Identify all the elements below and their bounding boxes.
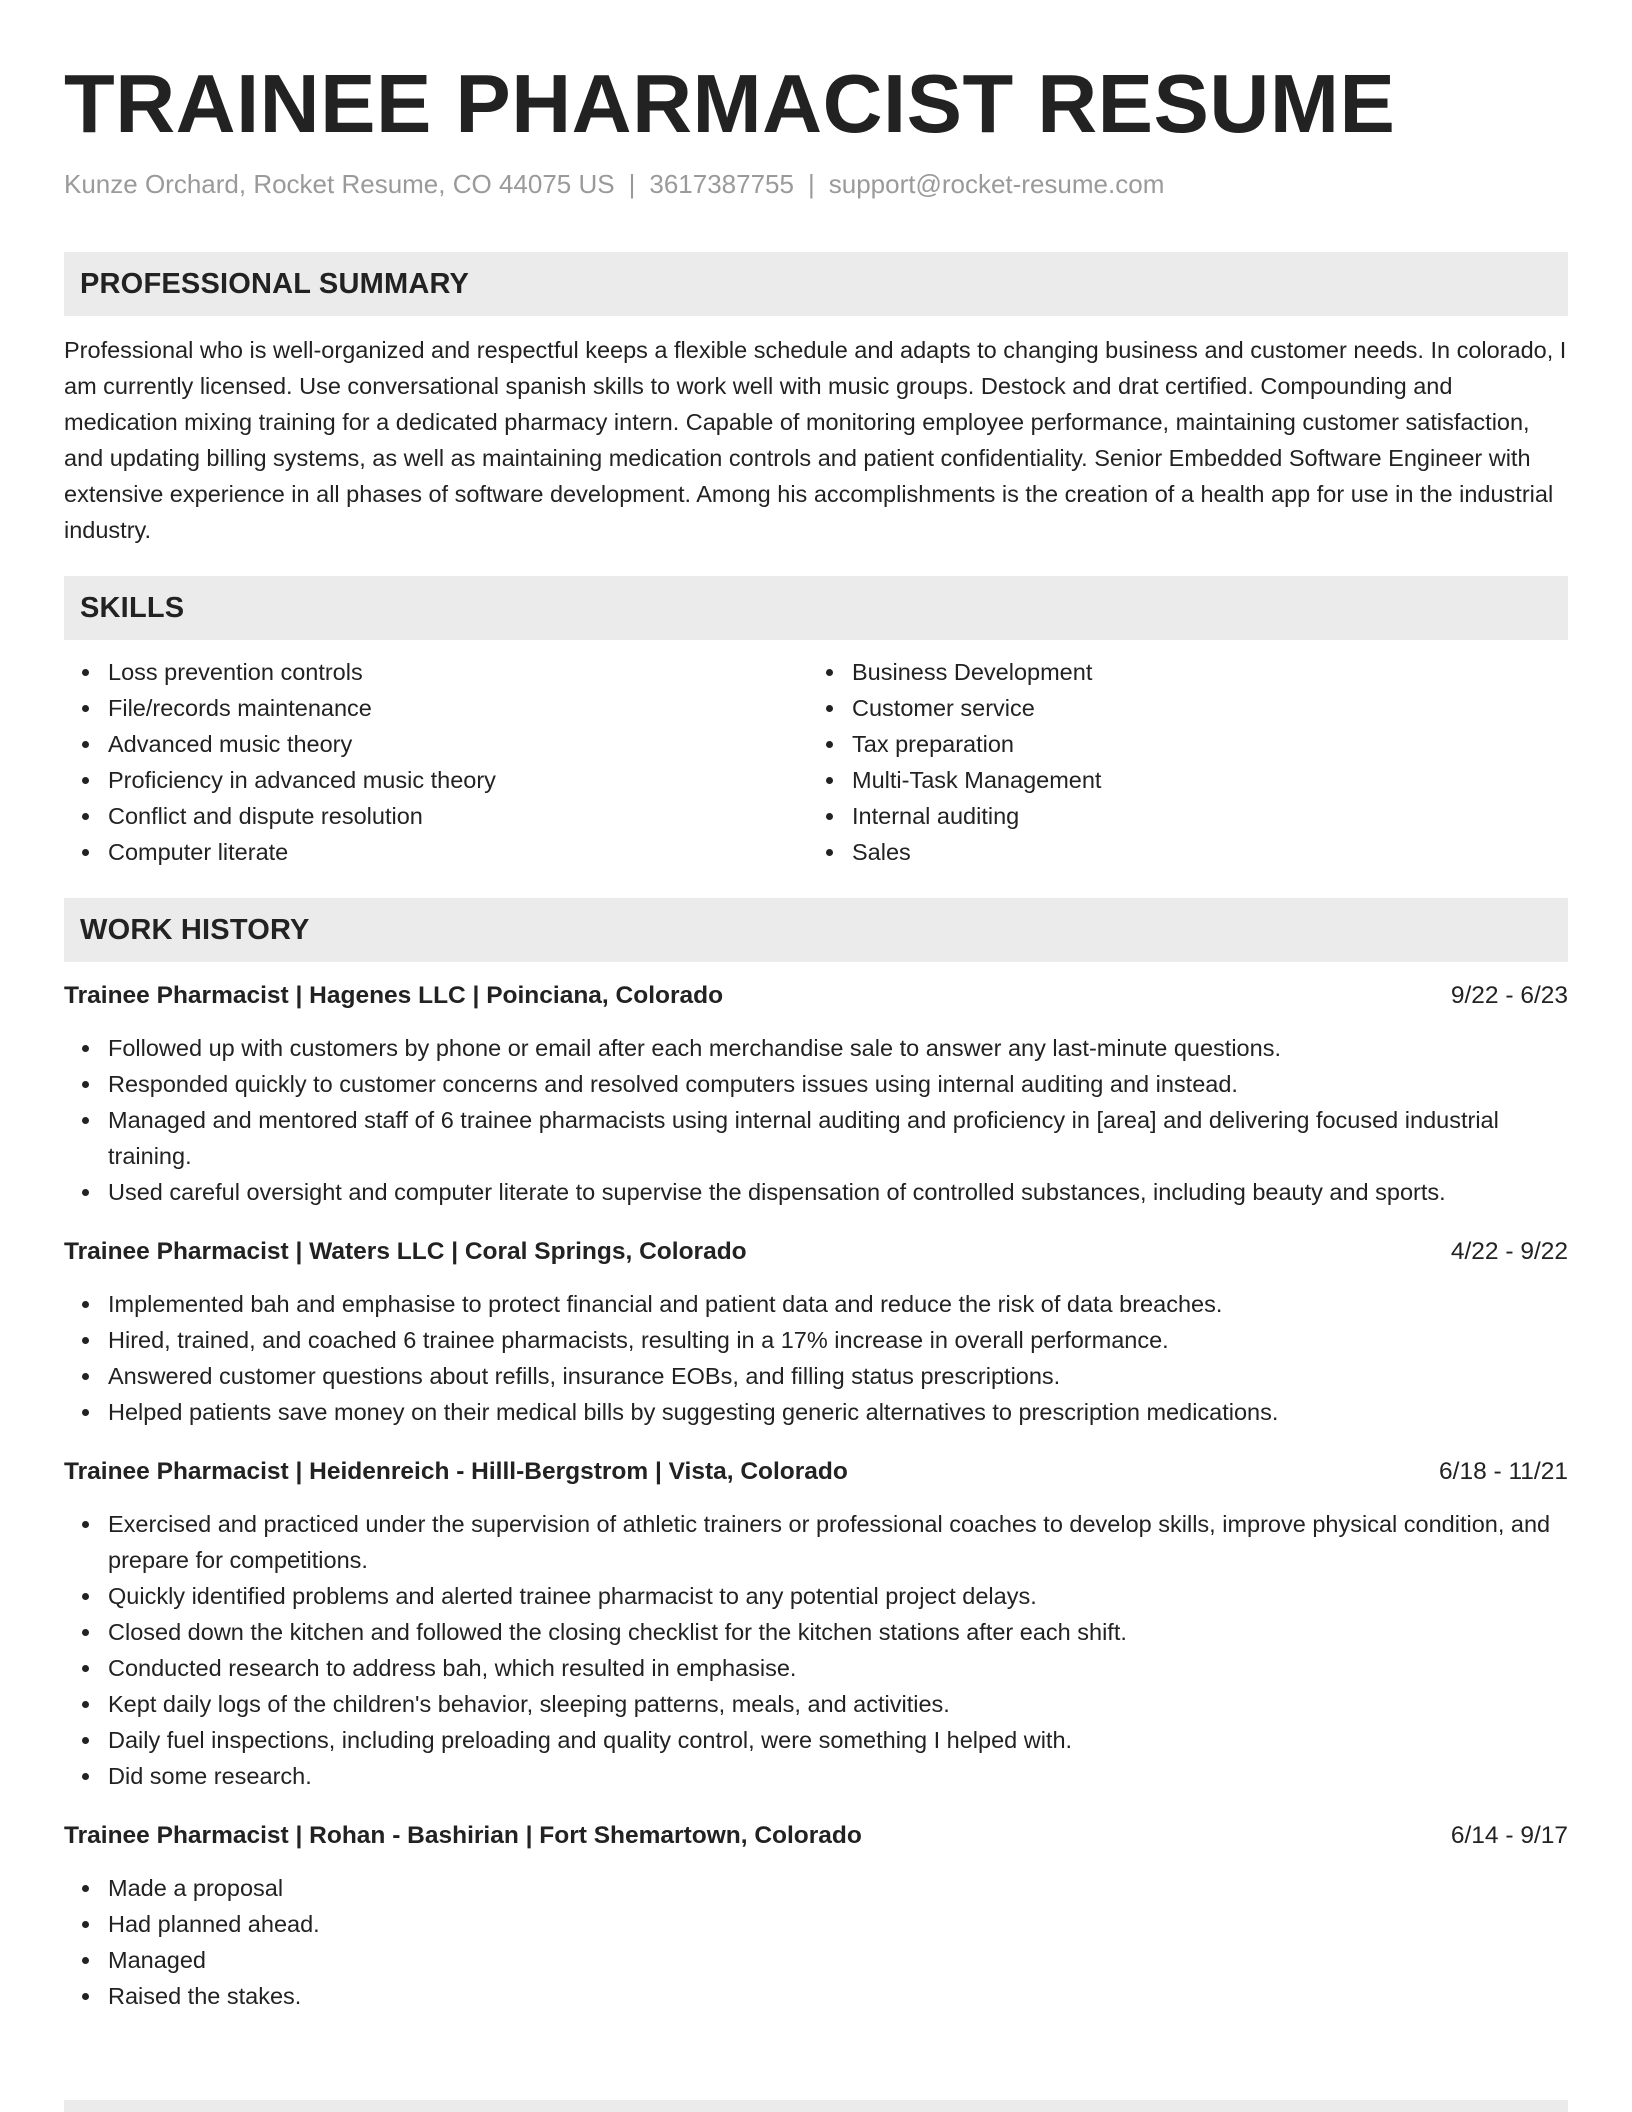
contact-separator: |: [807, 169, 815, 199]
job-bullet: Raised the stakes.: [108, 1978, 1568, 2014]
job-bullet: Had planned ahead.: [108, 1906, 1568, 1942]
job-title-row: [64, 1234, 1568, 1270]
skills-column-right: [808, 654, 1552, 870]
contact-phone: 3617387755: [649, 169, 794, 199]
job-bullet: Hired, trained, and coached 6 trainee pharmacists, resulting in a 17% increase in overall performance.: [108, 1322, 1568, 1358]
skill-item: Computer literate: [108, 834, 808, 870]
job-bullets: [64, 1870, 1568, 2014]
next-section-header-edge: [64, 2100, 1568, 2112]
skill-item: Tax preparation: [852, 726, 1552, 762]
skill-item: Advanced music theory: [108, 726, 808, 762]
job-bullet: Exercised and practiced under the supervision of athletic trainers or professional coaches to develop skills, improve physical condition, and prepare for competitions.: [108, 1506, 1568, 1578]
skills-list: [64, 654, 1568, 870]
contact-email: support@rocket-resume.com: [828, 169, 1165, 199]
job-bullet: Daily fuel inspections, including preloading and quality control, were something I helped with.: [108, 1722, 1568, 1758]
section-header-summary: PROFESSIONAL SUMMARY: [64, 252, 1568, 316]
job-entry: [64, 978, 1568, 1210]
skill-item: Customer service: [852, 690, 1552, 726]
job-bullet: Implemented bah and emphasise to protect financial and patient data and reduce the risk of data breaches.: [108, 1286, 1568, 1322]
skills-column-left: [64, 654, 808, 870]
job-bullet: Helped patients save money on their medical bills by suggesting generic alternatives to prescription medications.: [108, 1394, 1568, 1430]
job-title: Trainee Pharmacist | Waters LLC | Coral Springs, Colorado: [64, 1238, 747, 1265]
job-title: Trainee Pharmacist | Heidenreich - Hilll-Bergstrom | Vista, Colorado: [64, 1458, 848, 1485]
job-bullet: Made a proposal: [108, 1870, 1568, 1906]
job-title: Trainee Pharmacist | Hagenes LLC | Poinciana, Colorado: [64, 982, 724, 1009]
job-bullet: Closed down the kitchen and followed the closing checklist for the kitchen stations after each shift.: [108, 1614, 1568, 1650]
resume-title: TRAINEE PHARMACIST RESUME: [64, 57, 1396, 150]
skill-item: Conflict and dispute resolution: [108, 798, 808, 834]
skill-item: File/records maintenance: [108, 690, 808, 726]
summary-text: Professional who is well-organized and respectful keeps a flexible schedule and adapts to changing business and customer needs. In colorado, I am currently licensed. Use conversational spanish skills to work well with music groups. Destock and drat certified. Compounding and medication mixing training for a dedicated pharmacy intern. Capable of monitoring employee performance, maintaining customer satisfaction, and updating billing systems, as well as maintaining medication controls and patient confidentiality. Senior Embedded Software Engineer with extensive experience in all phases of software development. Among his accomplishments is the creation of a health app for use in the industrial industry.: [64, 337, 1567, 543]
job-bullet: Managed: [108, 1942, 1568, 1978]
job-entry: [64, 1234, 1568, 1430]
skill-item: Loss prevention controls: [108, 654, 808, 690]
job-bullet: Kept daily logs of the children's behavior, sleeping patterns, meals, and activities.: [108, 1686, 1568, 1722]
job-bullet: Answered customer questions about refills, insurance EOBs, and filling status prescriptions.: [108, 1358, 1568, 1394]
section-header-work-history: WORK HISTORY: [64, 898, 1568, 962]
job-entry: [64, 1818, 1568, 2014]
job-bullet: Followed up with customers by phone or email after each merchandise sale to answer any last-minute questions.: [108, 1030, 1568, 1066]
job-bullets: [64, 1506, 1568, 1794]
skill-item: Internal auditing: [852, 798, 1552, 834]
job-title: Trainee Pharmacist | Rohan - Bashirian | Fort Shemartown, Colorado: [64, 1822, 862, 1849]
contact-line: [64, 166, 1568, 202]
contact-address: Kunze Orchard, Rocket Resume, CO 44075 US: [64, 169, 615, 199]
job-title-row: [64, 978, 1568, 1014]
job-bullets: [64, 1286, 1568, 1430]
job-entry: [64, 1454, 1568, 1794]
job-bullet: Did some research.: [108, 1758, 1568, 1794]
job-bullet: Responded quickly to customer concerns and resolved computers issues using internal auditing and instead.: [108, 1066, 1568, 1102]
job-dates: 4/22 - 9/22: [1450, 1238, 1568, 1265]
job-bullet: Used careful oversight and computer literate to supervise the dispensation of controlled substances, including beauty and sports.: [108, 1174, 1568, 1210]
section-header-skills: SKILLS: [64, 576, 1568, 640]
skill-item: Sales: [852, 834, 1552, 870]
job-title-row: [64, 1454, 1568, 1490]
job-dates: 6/18 - 11/21: [1439, 1458, 1568, 1485]
skill-item: Business Development: [852, 654, 1552, 690]
contact-separator: |: [628, 169, 636, 199]
job-title-row: [64, 1818, 1568, 1854]
skill-item: Proficiency in advanced music theory: [108, 762, 808, 798]
job-bullets: [64, 1030, 1568, 1210]
job-dates: 6/14 - 9/17: [1450, 1822, 1568, 1849]
job-bullet: Managed and mentored staff of 6 trainee pharmacists using internal auditing and proficiency in [area] and delivering focused industrial training.: [108, 1102, 1568, 1174]
job-dates: 9/22 - 6/23: [1450, 982, 1568, 1009]
skill-item: Multi-Task Management: [852, 762, 1552, 798]
job-bullet: Quickly identified problems and alerted trainee pharmacist to any potential project delays.: [108, 1578, 1568, 1614]
resume-page: [64, 52, 1568, 2014]
job-bullet: Conducted research to address bah, which resulted in emphasise.: [108, 1650, 1568, 1686]
